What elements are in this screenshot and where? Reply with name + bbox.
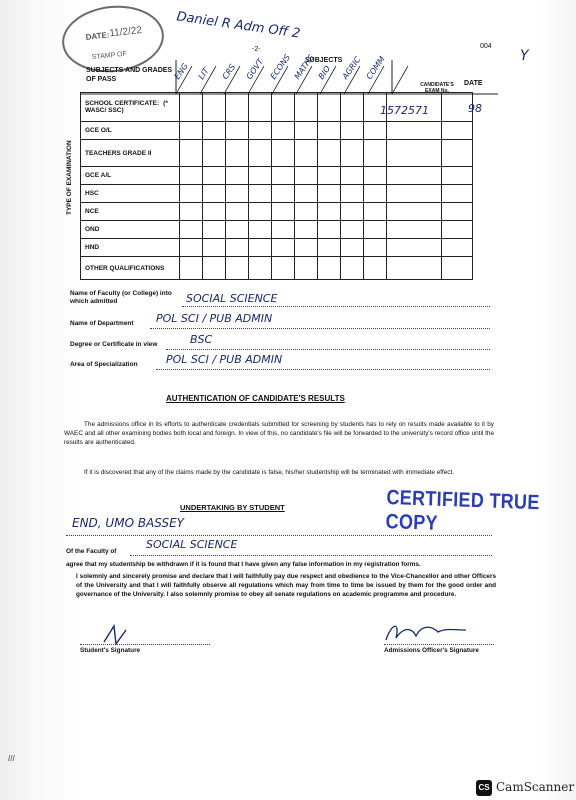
date-cell	[442, 257, 473, 280]
page-number: -2-	[252, 46, 261, 53]
exam-no-cell	[387, 203, 442, 221]
exam-grid	[80, 92, 473, 280]
stamp-bottom-text: STAMP OF	[91, 50, 128, 62]
grade-cell	[180, 122, 203, 140]
grade-cell	[203, 140, 226, 167]
grade-cell	[341, 167, 364, 185]
grade-cell	[364, 167, 387, 185]
faculty-of-line	[130, 555, 492, 556]
grade-cell	[318, 185, 341, 203]
row-label	[81, 203, 180, 221]
subject-header-8: COMM	[364, 54, 387, 81]
grade-cell	[364, 239, 387, 257]
student-sig-line	[80, 644, 210, 645]
grade-cell	[272, 239, 295, 257]
grade-cell	[272, 257, 295, 280]
subject-header-2: CRS	[220, 62, 238, 81]
handwritten-student-name: END, UMO BASSEY	[72, 516, 184, 530]
row-label	[81, 257, 180, 280]
grade-cell	[295, 257, 318, 280]
stamp-date-value: 11/2/22	[108, 24, 143, 40]
table-row	[81, 221, 473, 239]
undertaking-title: UNDERTAKING BY STUDENT	[180, 503, 285, 512]
corner-label: SUBJECTS AND GRADES OF PASS	[86, 67, 173, 83]
row-label-text: OND	[85, 226, 100, 233]
date-cell	[442, 167, 473, 185]
grade-cell	[203, 122, 226, 140]
certified-true-copy-stamp: CERTIFIED TRUE COPY	[385, 485, 541, 535]
table-row	[81, 239, 473, 257]
document-number: 004	[480, 43, 492, 50]
grade-cell	[364, 122, 387, 140]
grade-cell	[203, 221, 226, 239]
grade-cell	[272, 203, 295, 221]
row-label-text: SCHOOL CERTIFICATE:	[85, 100, 160, 107]
grade-cell	[226, 122, 249, 140]
row-label-text: GCE A/L	[85, 172, 112, 179]
auth-para-1: The admissions office in its efforts to authenticate credentials submitted for screening by students has to rely on results made available to it by WAEC and all other examining bodies both local and foreign. In view of this, no candidate's file will be forwarded to the university's record office until the results are authenticated.	[64, 421, 494, 446]
table-row	[81, 185, 473, 203]
grade-cell	[226, 239, 249, 257]
row-label	[81, 122, 180, 140]
row-label	[81, 140, 180, 167]
row-label-text: TEACHERS GRADE II	[85, 149, 152, 157]
subject-header-1: LIT	[196, 66, 211, 81]
grade-cell	[295, 221, 318, 239]
grade-cell	[364, 257, 387, 280]
grade-cell	[226, 167, 249, 185]
grade-cell	[318, 203, 341, 221]
exam-no-cell	[387, 221, 442, 239]
student-sig-label: Student's Signature	[80, 647, 141, 654]
exam-no-cell	[387, 239, 442, 257]
officer-sig-line	[384, 644, 494, 645]
date-cell	[442, 203, 473, 221]
row-label	[81, 167, 180, 185]
grade-cell	[318, 167, 341, 185]
grade-cell	[249, 257, 272, 280]
grade-cell	[295, 185, 318, 203]
grade-cell	[295, 93, 318, 122]
grade-cell	[180, 221, 203, 239]
left-edge-mark: ///	[8, 754, 15, 763]
grade-cell	[180, 239, 203, 257]
grade-cell	[272, 221, 295, 239]
handwritten-department: POL SCI / PUB ADMIN	[156, 312, 273, 325]
grade-cell	[180, 185, 203, 203]
grade-cell	[249, 221, 272, 239]
grade-cell	[341, 93, 364, 122]
faculty-of-label: Of the Faculty of	[66, 548, 117, 555]
grade-cell	[272, 122, 295, 140]
grade-cell	[203, 167, 226, 185]
candidate-exam-col: CANDIDATE'S EXAM No.	[420, 82, 454, 94]
stamp-date-label: DATE:	[85, 30, 110, 42]
grade-cell	[318, 239, 341, 257]
grade-cell	[272, 185, 295, 203]
grade-cell	[203, 185, 226, 203]
row-sublabel-text: (* WASC/ SSC)	[85, 100, 168, 114]
handwritten-date: 98	[468, 102, 482, 115]
handwritten-degree: BSC	[190, 333, 213, 346]
grade-cell	[364, 221, 387, 239]
handwritten-faculty-of: SOCIAL SCIENCE	[146, 538, 238, 551]
date-cell	[442, 185, 473, 203]
grade-cell	[272, 167, 295, 185]
grade-cell	[180, 140, 203, 167]
undertaking-para: I solemnly and sincerely promise and declare that I will faithfully pay due respect and obedience to the Vice-Chancellor and other Officers of the University and that I will faithfully observe all regulations which may from time to time be issued by them for the good order and governance of the University. I also solemnly promise to obey all senate regulations on academic programme and procedure.	[76, 573, 496, 598]
grade-cell	[318, 93, 341, 122]
subject-header-6: BIO	[316, 64, 333, 81]
grade-cell	[341, 239, 364, 257]
grade-cell	[249, 140, 272, 167]
grade-cell	[203, 93, 226, 122]
grade-cell	[180, 167, 203, 185]
exam-no-cell	[387, 257, 442, 280]
camscanner-brand: CamScanner	[496, 780, 575, 794]
row-label-text: OTHER QUALIFICATIONS	[85, 264, 165, 272]
row-label-text: GCE O/L	[85, 127, 112, 134]
grade-cell	[249, 239, 272, 257]
date-cell	[442, 140, 473, 167]
table-row	[81, 167, 473, 185]
date-col: DATE	[464, 80, 483, 87]
faculty-line	[182, 306, 490, 307]
handwritten-faculty: SOCIAL SCIENCE	[186, 292, 278, 305]
date-cell	[442, 122, 473, 140]
grade-cell	[318, 257, 341, 280]
handwritten-exam-no: 1572571	[380, 104, 429, 117]
grade-cell	[364, 185, 387, 203]
grade-cell	[249, 167, 272, 185]
handwritten-specialization: POL SCI / PUB ADMIN	[166, 353, 283, 366]
grade-cell	[226, 257, 249, 280]
subject-diagonals	[176, 64, 436, 94]
grade-cell	[249, 93, 272, 122]
exam-no-cell	[387, 122, 442, 140]
grade-cell	[180, 93, 203, 122]
department-line	[150, 328, 490, 329]
grade-cell	[180, 203, 203, 221]
grade-cell	[341, 122, 364, 140]
grade-cell	[203, 257, 226, 280]
grade-cell	[295, 167, 318, 185]
table-row	[81, 122, 473, 140]
grade-cell	[226, 185, 249, 203]
faculty-label: Name of Faculty (or College) into which admitted	[70, 290, 172, 305]
grade-cell	[226, 203, 249, 221]
subject-header-4: ECONS	[268, 52, 293, 81]
exam-no-cell	[387, 185, 442, 203]
grade-cell	[318, 221, 341, 239]
degree-label: Degree or Certificate in view	[70, 341, 158, 348]
grade-cell	[203, 203, 226, 221]
specialization-line	[156, 369, 490, 370]
subject-header-5: MATHS	[292, 53, 316, 81]
student-name-line	[66, 535, 492, 536]
row-label-text: HSC	[85, 190, 99, 197]
subject-header-7: AGRIC	[340, 55, 363, 81]
grade-cell	[318, 140, 341, 167]
grade-cell	[226, 221, 249, 239]
auth-para-2: If it is discovered that any of the claims made by the candidate is false, his/her studentship will be terminated with immediate effect.	[84, 469, 455, 476]
subject-header-0: ENG	[172, 61, 190, 81]
table-row	[81, 140, 473, 167]
grade-cell	[364, 140, 387, 167]
row-label	[81, 93, 180, 122]
grade-cell	[226, 140, 249, 167]
row-label-text: NCE	[85, 208, 99, 215]
grade-cell	[226, 93, 249, 122]
grade-cell	[364, 203, 387, 221]
table-row	[81, 257, 473, 280]
department-label: Name of Department	[70, 320, 134, 327]
camscanner-logo-icon: CS	[476, 780, 492, 796]
subjects-title: SUBJECTS	[305, 57, 343, 64]
row-label	[81, 239, 180, 257]
grade-cell	[341, 257, 364, 280]
row-label-text: HND	[85, 244, 100, 251]
grade-cell	[341, 221, 364, 239]
officer-sig-label: Admissions Officer's Signature	[384, 647, 479, 654]
grade-cell	[272, 140, 295, 167]
side-label: TYPE OF EXAMINATION	[66, 140, 73, 215]
grade-cell	[249, 203, 272, 221]
grade-cell	[341, 140, 364, 167]
grade-cell	[295, 239, 318, 257]
row-label	[81, 185, 180, 203]
degree-line	[166, 349, 490, 350]
grade-cell	[272, 93, 295, 122]
date-cell	[442, 221, 473, 239]
grade-cell	[295, 140, 318, 167]
grade-cell	[249, 185, 272, 203]
row-label	[81, 221, 180, 239]
grade-cell	[295, 203, 318, 221]
specialization-label: Area of Specialization	[70, 361, 138, 368]
table-row	[81, 203, 473, 221]
handwritten-top-right: Y	[520, 48, 529, 64]
grade-cell	[341, 203, 364, 221]
grade-cell	[318, 122, 341, 140]
subject-header-3: GOVT	[244, 57, 266, 81]
date-cell	[442, 239, 473, 257]
grade-cell	[180, 257, 203, 280]
grade-cell	[295, 122, 318, 140]
grade-cell	[249, 122, 272, 140]
exam-no-cell	[387, 140, 442, 167]
handwritten-top-note: Daniel R Adm Off 2	[175, 9, 302, 42]
grade-cell	[341, 185, 364, 203]
grade-cell	[203, 239, 226, 257]
exam-no-cell	[387, 167, 442, 185]
auth-title: AUTHENTICATION OF CANDIDATE'S RESULTS	[166, 394, 345, 403]
undertaking-line1: agree that my studentship be withdrawn if it is found that I have given any false information in my registration forms.	[66, 561, 421, 568]
